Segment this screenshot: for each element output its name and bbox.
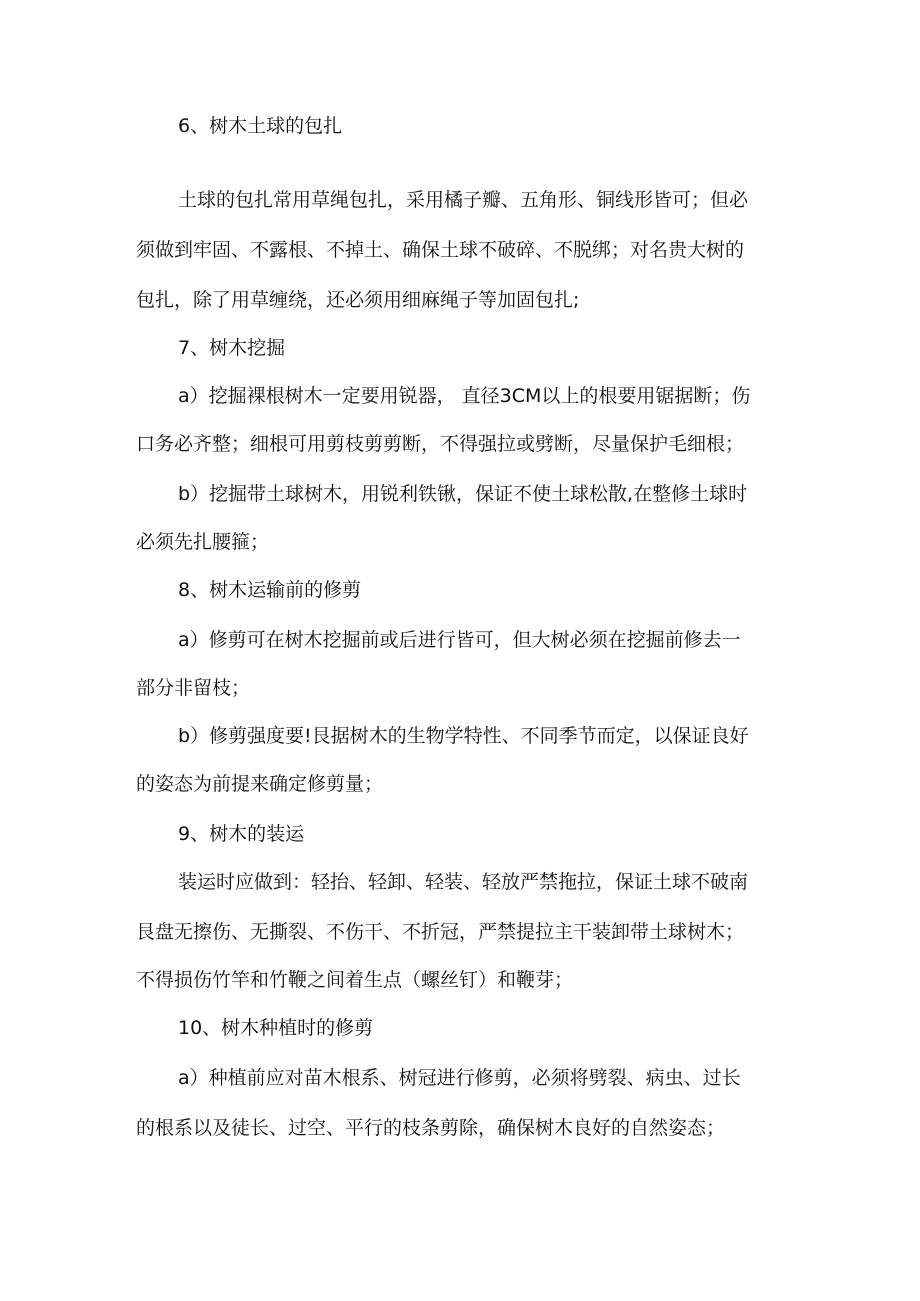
paragraph-line: a）修剪可在树木挖掘前或后进行皆可，但大树必须在挖掘前修去一 — [178, 629, 741, 651]
section-heading-10: 10、树木种植时的修剪 — [178, 1017, 374, 1039]
paragraph-line: 的姿态为前提来确定修剪量； — [136, 773, 384, 795]
paragraph-line: 艮盘无擦伤、无撕裂、不伤干、不折冠，严禁提拉主干装卸带土球树木； — [136, 921, 745, 943]
section-heading-6: 6、树木土球的包扎 — [178, 115, 343, 137]
paragraph-line: b）挖掘带土球树木，用锐利铁锹，保证不使土球松散,在整修土球时 — [178, 483, 748, 505]
paragraph-line: 必须先扎腰箍； — [136, 531, 270, 553]
section-heading-7: 7、树木挖掘 — [178, 337, 286, 359]
section-heading-8: 8、树木运输前的修剪 — [178, 579, 362, 601]
section-heading-9: 9、树木的装运 — [178, 823, 305, 845]
paragraph-line: 不得损伤竹竿和竹鞭之间着生点（螺丝钉）和鞭芽； — [136, 969, 574, 991]
paragraph-line: 包扎，除了用草缠绕，还必须用细麻绳子等加固包扎; — [136, 289, 580, 311]
paragraph-line: 口务必齐整；细根可用剪枝剪剪断，不得强拉或劈断，尽量保护毛细根； — [136, 433, 745, 455]
paragraph-line: a）种植前应对苗木根系、树冠进行修剪，必须将劈裂、病虫、过长 — [178, 1067, 741, 1089]
paragraph-line: 须做到牢固、不露根、不掉土、确保土球不破碎、不脱绑；对名贵大树的 — [136, 239, 745, 261]
paragraph-line: b）修剪强度要!艮据树木的生物学特性、不同季节而定，以保证良好 — [178, 725, 749, 747]
paragraph-line: 部分非留枝； — [136, 677, 251, 699]
paragraph-line: 的根系以及徒长、过空、平行的枝条剪除，确保树木良好的自然姿态； — [136, 1117, 726, 1139]
paragraph-line: a）挖掘裸根树木一定要用锐器， 直径3CM以上的根要用锯据断；伤 — [178, 385, 751, 407]
paragraph-line: 装运时应做到：轻抬、轻卸、轻装、轻放严禁拖拉，保证土球不破南 — [178, 871, 749, 893]
paragraph-line: 土球的包扎常用草绳包扎，采用橘子瓣、五角形、铜线形皆可；但必 — [178, 189, 749, 211]
